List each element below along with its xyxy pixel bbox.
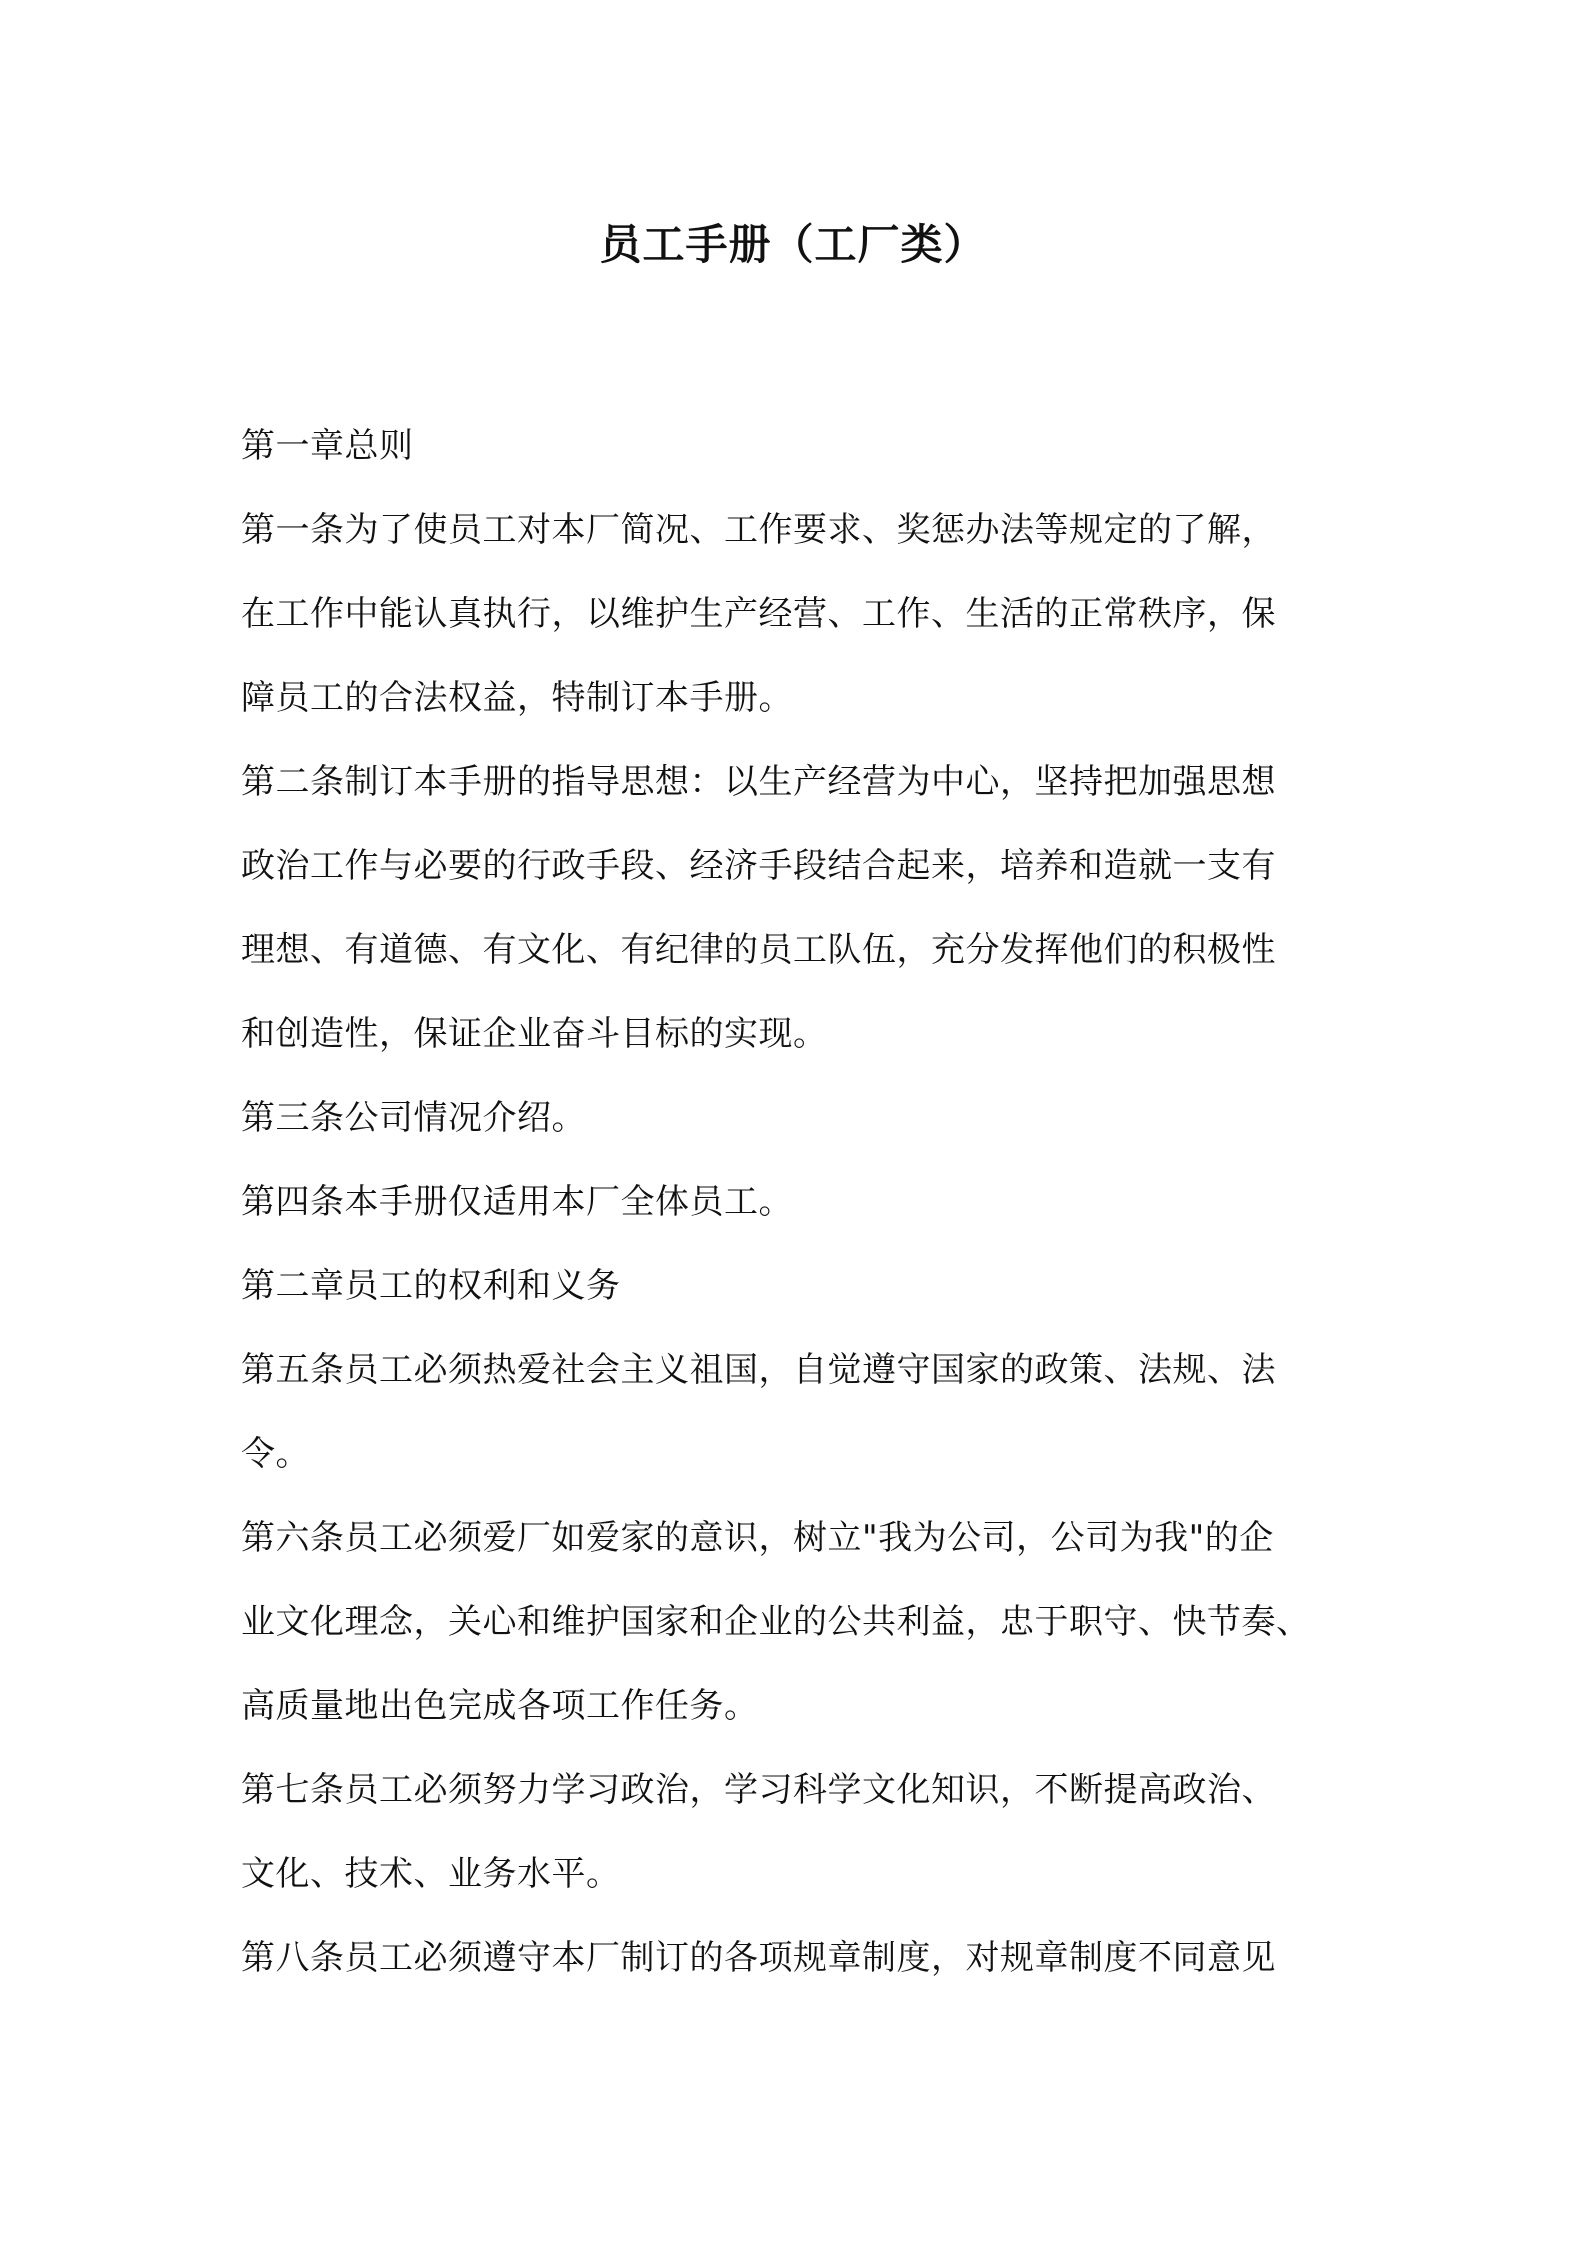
article-paragraph: 第四条本手册仅适用本厂全体员工。	[241, 1182, 793, 1222]
document-body	[241, 404, 1353, 2000]
chapter-heading: 第二章员工的权利和义务	[241, 1266, 621, 1306]
article-paragraph: 第一条为了使员工对本厂简况、工作要求、奖惩办法等规定的了解， 在工作中能认真执行，以维护生产经营、工作、生活的正常秩序，保 障员工的合法权益，特制订本手册。	[241, 510, 1276, 718]
article-paragraph: 第六条员工必须爱厂如爱家的意识，树立"我为公司，公司为我"的企 业文化理念，关心和维护国家和企业的公共利益，忠于职守、快节奏、 高质量地出色完成各项工作任务。	[241, 1518, 1311, 1726]
article-paragraph: 第二条制订本手册的指导思想：以生产经营为中心，坚持把加强思想 政治工作与必要的行政手段、经济手段结合起来，培养和造就一支有 理想、有道德、有文化、有纪律的员工队伍，充分发挥他们的积极性 和创造性，保证企业奋斗目标的实现。	[241, 762, 1276, 1054]
chapter-heading: 第一章总则	[241, 426, 414, 466]
article-paragraph: 第八条员工必须遵守本厂制订的各项规章制度，对规章制度不同意见	[241, 1938, 1276, 1978]
article-paragraph: 第三条公司情况介绍。	[241, 1098, 586, 1138]
document-title: 员工手册（工厂类）	[599, 220, 987, 269]
article-paragraph: 第五条员工必须热爱社会主义祖国，自觉遵守国家的政策、法规、法 令。	[241, 1350, 1276, 1474]
article-paragraph: 第七条员工必须努力学习政治，学习科学文化知识，不断提高政治、 文化、技术、业务水平。	[241, 1770, 1276, 1894]
